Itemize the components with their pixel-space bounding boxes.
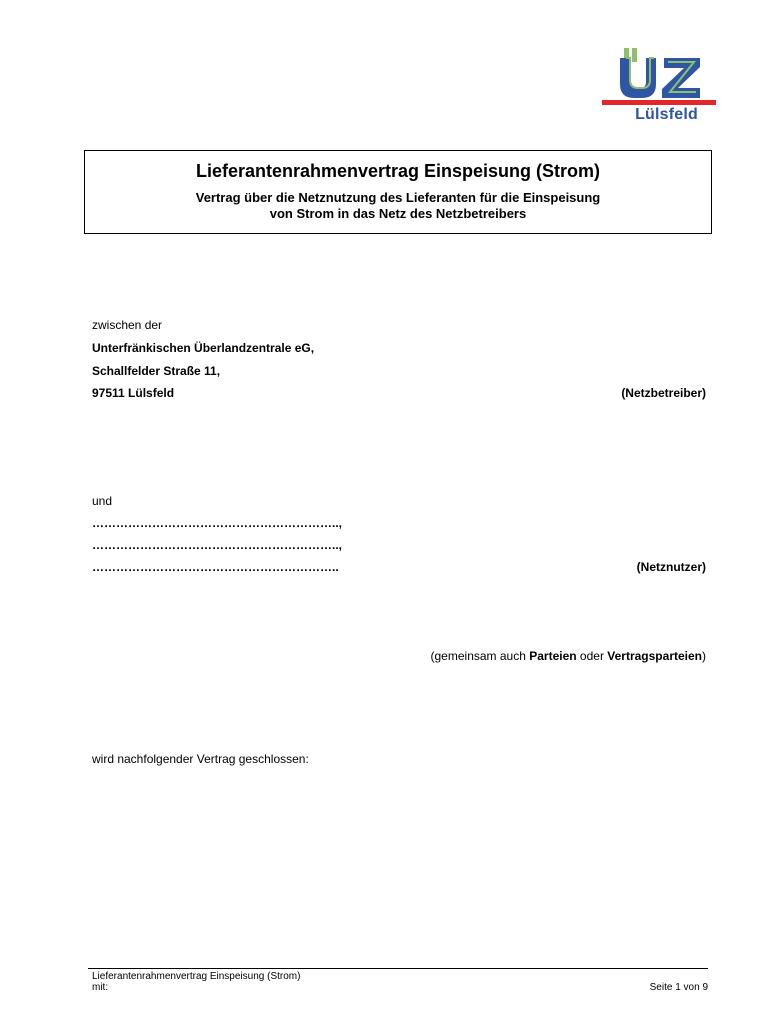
uez-logo-mark xyxy=(600,48,718,108)
joint-term-vertragsparteien: Vertragsparteien xyxy=(607,649,702,663)
joint-middle: oder xyxy=(576,649,608,663)
operator-name: Unterfränkischen Überlandzentrale eG, xyxy=(92,341,315,355)
user-line-3: …………………………………………………….. xyxy=(92,560,339,574)
closing-text: wird nachfolgender Vertrag geschlossen: xyxy=(92,752,309,766)
joint-prefix: (gemeinsam auch xyxy=(430,649,530,663)
logo-city-name: Lülsfeld xyxy=(635,106,698,123)
and-text: und xyxy=(92,494,113,508)
subtitle-line-2: von Strom in das Netz des Netzbetreibers xyxy=(269,206,527,221)
joint-term-parteien: Parteien xyxy=(529,649,577,663)
operator-role: (Netzbetreiber) xyxy=(621,386,706,400)
user-line-1: …………………………………………………….., xyxy=(92,516,343,530)
user-line-2: …………………………………………………….., xyxy=(92,538,343,552)
company-logo xyxy=(600,48,718,128)
operator-street: Schallfelder Straße 11, xyxy=(92,364,221,378)
subtitle-line-1: Vertrag über die Netznutzung des Lieferanten für die Einspeisung xyxy=(195,190,601,205)
document-subtitle xyxy=(85,190,711,222)
page-number: Seite 1 von 9 xyxy=(649,982,708,993)
title-box xyxy=(84,150,712,234)
footer-with: mit: xyxy=(92,982,109,993)
user-role: (Netznutzer) xyxy=(636,560,706,574)
document-title: Lieferantenrahmenvertrag Einspeisung (Strom) xyxy=(195,161,601,181)
intro-text: zwischen der xyxy=(92,318,163,332)
operator-city: 97511 Lülsfeld xyxy=(92,386,175,400)
footer-divider xyxy=(88,968,708,969)
joint-designation xyxy=(431,649,706,663)
joint-suffix: ) xyxy=(702,649,706,663)
footer-title: Lieferantenrahmenvertrag Einspeisung (Strom) xyxy=(92,971,301,982)
